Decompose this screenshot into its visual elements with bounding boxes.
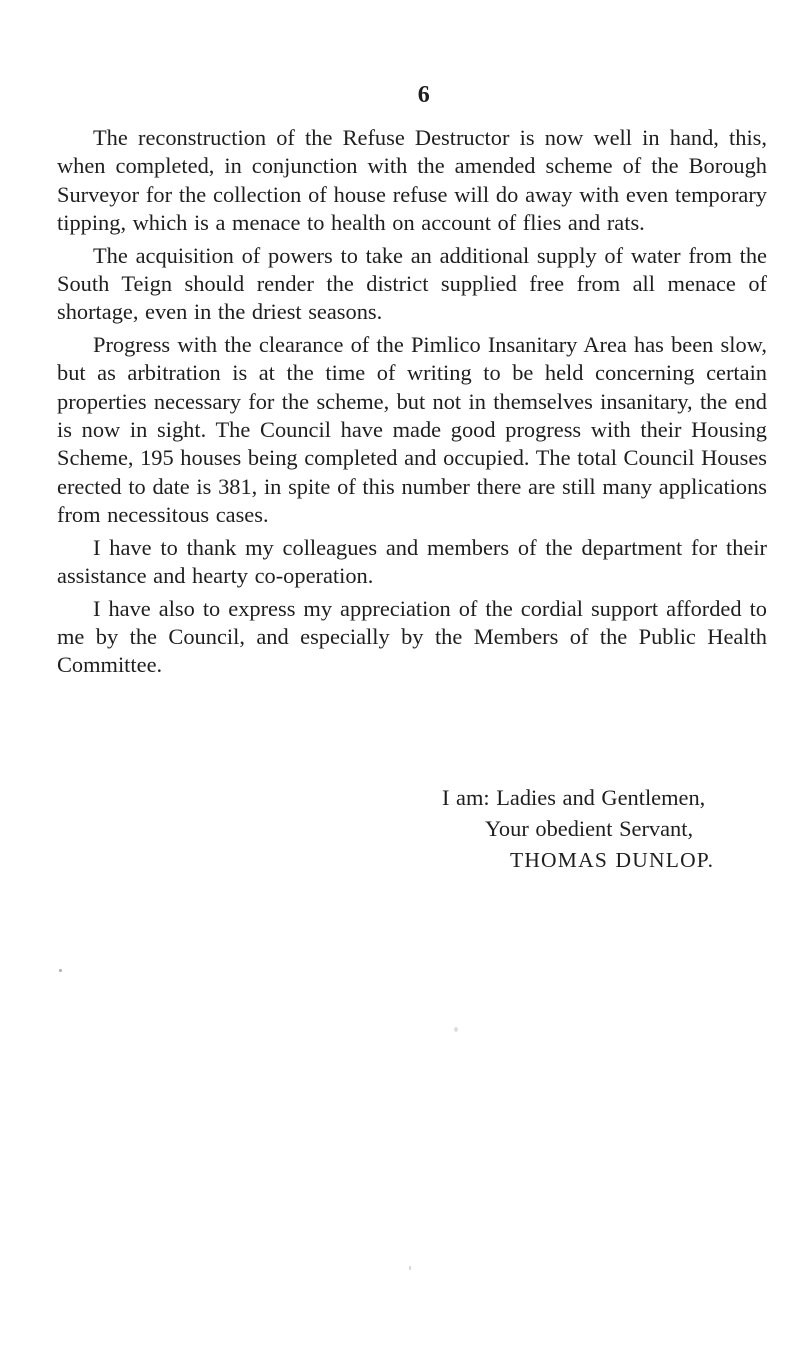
paragraph-refuse-destructor: The reconstruction of the Refuse Destructor is now well in hand, this, when completed, in conjunction with the amended scheme of the Borough Surveyor for the collection of house refuse will do away with even temporary tipping, which is a menace to health on account of flies and rats. (57, 125, 767, 236)
print-speck (409, 1266, 411, 1270)
letter-body (57, 124, 767, 872)
closing-salutation: I am: Ladies and Gentlemen, (442, 785, 706, 810)
signature-name: THOMAS DUNLOP. (510, 848, 715, 872)
paragraph-thanks-colleagues: I have to thank my colleagues and members of the department for their assistance and hearty co-operation. (57, 534, 767, 589)
paragraph-appreciation-council: I have also to express my appreciation of the cordial support afforded to me by the Council, and especially by the Members of the Public Health Committee. (57, 595, 767, 678)
paragraph-water-supply: The acquisition of powers to take an additional supply of water from the South Teign should render the district supplied free from all menace of shortage, even in the driest seasons. (57, 242, 767, 325)
closing-valediction: Your obedient Servant, (485, 816, 694, 841)
print-speck (59, 969, 62, 972)
print-speck (454, 1027, 458, 1032)
page-number: 6 (417, 82, 431, 108)
paragraph-housing-progress: Progress with the clearance of the Pimlico Insanitary Area has been slow, but as arbitration is at the time of writing to be held concerning certain properties necessary for the scheme, but not in themselves insanitary, the end is now in sight. The Council have made good progress with their Housing Scheme, 195 houses being completed and occupied. The total Council Houses erected to date is 381, in spite of this number there are still many applications from necessitous cases. (57, 331, 767, 528)
